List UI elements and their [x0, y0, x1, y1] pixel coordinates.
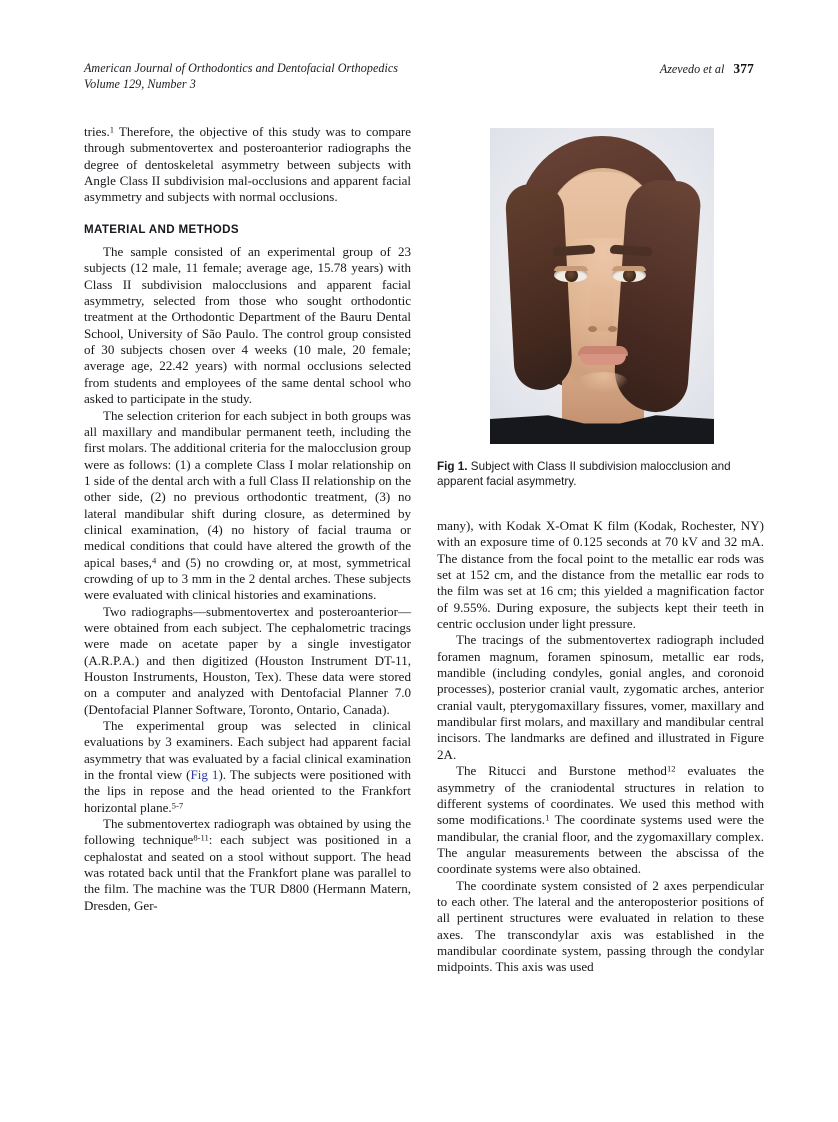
link-fig-1[interactable]: Fig 1 — [190, 767, 219, 783]
paragraph-sample: The sample consisted of an experimental group of 23 subjects (12 male, 11 female; average age, 15.78 years) with Class II subdivision malocclusions and apparent facial asymmetry, selected from those who sought orthodontic treatment at the Orthodontic Department of the Bauru Dental School, University of São Paulo. The control group consisted of 30 subjects chosen over 4 weeks (10 male, 20 female; average age, 22.42 years) with normal occlusions selected from students and employees of the same dental school who asked to participate in the study. — [84, 244, 411, 407]
section-heading-material-and-methods: MATERIAL AND METHODS — [84, 222, 239, 236]
figure-1-image — [490, 128, 714, 444]
running-head-right — [660, 61, 754, 77]
paragraph-experimental-group: The experimental group was selected in clinical evaluations by 3 examiners. Each subject had apparent facial asymmetry that was evaluated by a facial clinical examination in the frontal view (Fig 1). The subjects were positioned with the lips in repose and the head oriented to the Frankfort horizontal plane.$^{5-7}$ — [84, 718, 411, 815]
journal-title: American Journal of Orthodontics and Dentofacial Orthopedics — [84, 61, 399, 75]
paragraph-ritucci-burstone: The Ritucci and Burstone method$^{12}$ evaluates the asymmetry of the craniodental structures in relation to different systems of coordinates. We used this method with some modifications.$^1$ The coordinate systems used were the mandibular, the cranial floor, and the zygomaxillary complex. The angular measurements between the abscissa of the coordinate systems were also obtained. — [437, 763, 765, 877]
ref-marker-5-7: 5-7 — [171, 800, 184, 811]
paragraph-tracings: The tracings of the submentovertex radiograph included foramen magnum, foramen spinosum, metallic ear rods, mandible (including condyles, gonial angles, and coronoid processes), posterior cranial vault, zygomatic arches, anterior cranial vault, pterygomaxillary fissures, vomer, maxillary and mandibular first molars, and maxillary and mandibular central incisors. The landmarks are defined and illustrated in Figure 2A. — [437, 632, 764, 762]
running-head — [84, 61, 754, 92]
portrait-hair-left-side — [505, 183, 574, 392]
portrait-chin — [578, 372, 628, 392]
portrait-nostril-left — [588, 326, 597, 332]
paragraph-coordinate-system: The coordinate system consisted of 2 axes perpendicular to each other. The lateral and the anteroposterior positions of all pertinent structures were evaluated in relation to these axes. The transcondylar axis was established in the mandibular coordinate system, passing through the condylar midpoints. This axis was used — [437, 877, 764, 975]
portrait-nose — [590, 280, 614, 332]
portrait-nostril-right — [608, 326, 617, 332]
paragraph-technique: The submentovertex radiograph was obtained by using the following technique$^{8-11}$: each subject was positioned in a cephalostat and seated on a stool without support. The head was rotated back until that the Frankfort plane was parallel to the film. The machine was the TUR D800 (Hermann Matern, Dresden, Ger- — [84, 816, 411, 913]
ref-marker-1: 1 — [109, 124, 115, 135]
ref-marker-8-11: 8-11 — [193, 832, 209, 843]
paragraph-radiographs: Two radiographs—submentovertex and posteroanterior—were obtained from each subject. The cephalometric tracings were made on acetate paper by a single investigator (A.R.P.A.) and then digitized (Houston Instrument DT-11, Houston Instruments, Houston, Tex). These data were stored on a computer and analyzed with Dentofacial Planner 7.0 (Dentofacial Planner Software, Toronto, Ontario, Canada). — [84, 603, 411, 717]
page-number: 377 — [733, 61, 754, 76]
paragraph-continued: tries.$^1$ Therefore, the objective of this study was to compare through submentovertex and posteroanterior radiographs the degree of dentoskeletal asymmetry between subjects with Angle Class II subdivision mal-occlusions and apparent facial asymmetry and subjects with normal occlusions. — [84, 124, 411, 205]
paragraph-film: many), with Kodak X-Omat K film (Kodak, Rochester, NY) with an exposure time of 0.125 seconds at 70 kV and 32 mA. The distance from the focal point to the metallic ear rods was set at 152 cm, and the distance from the metallic ear rods to the film was set at 16 cm; this yielded a magnification factor of 9.55%. During exposure, the subjects kept their teeth in centric occlusion under light pressure. — [437, 518, 764, 632]
figure-1 — [437, 124, 764, 489]
left-column — [84, 124, 411, 914]
figure-1-caption — [437, 460, 764, 489]
ref-marker-1-right: 1 — [545, 812, 550, 823]
link-figure-2a[interactable]: Figure 2A — [437, 730, 764, 762]
ref-marker-12: 12 — [666, 763, 676, 774]
right-column — [437, 518, 764, 976]
figure-1-caption-label: Fig 1. — [437, 460, 468, 473]
journal-volume-issue: Volume 129, Number 3 — [84, 76, 196, 91]
portrait-eyelid-right — [612, 266, 646, 271]
figure-1-caption-text: Subject with Class II subdivision malocclusion and apparent facial asymmetry. — [437, 460, 731, 488]
portrait-eye-left — [554, 268, 588, 282]
portrait-illustration — [490, 128, 714, 444]
running-head-journal — [84, 61, 398, 92]
portrait-lower-lip — [580, 354, 626, 365]
ref-marker-4: 4 — [151, 554, 157, 565]
paragraph-selection-criteria: The selection criterion for each subject in both groups was all maxillary and mandibular permanent teeth, including the first molars. The additional criteria for the malocclusion group were as follows: (1) a complete Class I molar relationship on 1 side of the dental arch with a full Class II relationship on the other side, (2) no previous orthodontic treatment, (3) no lateral mandibular shift during closure, as determined by clinical examination, (4) no history of facial trauma or medical conditions that could have altered the growth of the apical bases,$^4$ and (5) no crowding or, at most, symmetrical crowding of up to 3 mm in the 2 dental arches. These subjects were evaluated with clinical histories and examinations. — [84, 407, 411, 603]
portrait-eyelid-left — [554, 266, 588, 271]
running-head-authors: Azevedo et al — [659, 62, 725, 76]
portrait-eye-right — [612, 268, 646, 282]
